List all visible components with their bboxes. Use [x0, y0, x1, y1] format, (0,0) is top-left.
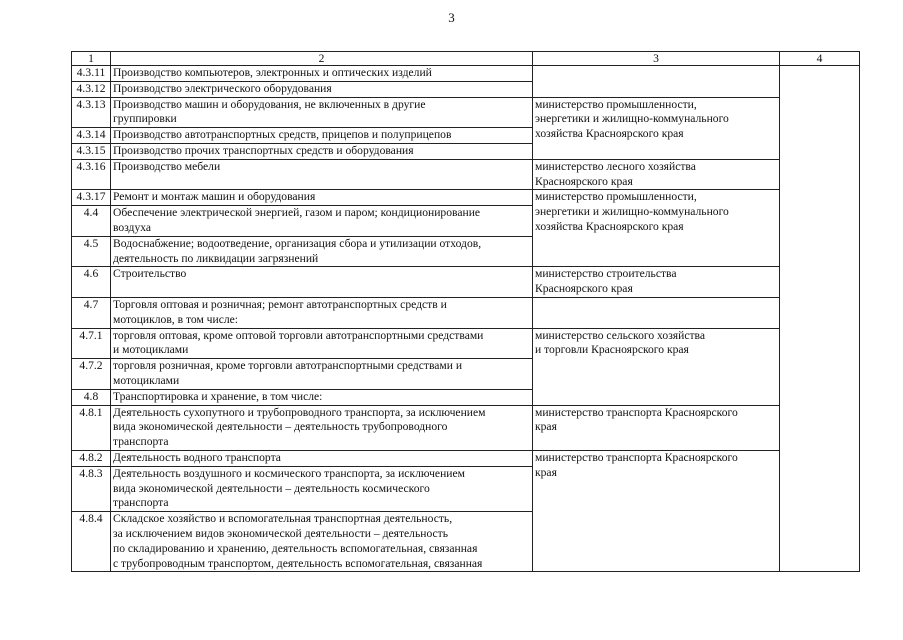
table-row	[72, 66, 860, 82]
row-code: 4.3.14	[72, 128, 111, 144]
row-activity: Производство электрического оборудования	[111, 81, 533, 97]
ministry-cell-empty	[533, 297, 780, 328]
activity-table	[71, 51, 860, 572]
ministry-cell-empty	[533, 66, 780, 98]
ministry-cell: министерство промышленности, энергетики и жилищно-коммунального хозяйства Красноярского края	[533, 190, 780, 267]
row-code: 4.3.13	[72, 97, 111, 128]
row-code: 4.8.2	[72, 450, 111, 466]
row-code: 4.3.17	[72, 190, 111, 206]
row-code: 4.4	[72, 206, 111, 237]
row-code: 4.8.1	[72, 405, 111, 450]
table-row	[72, 405, 860, 450]
row-code: 4.5	[72, 236, 111, 267]
row-activity: Производство прочих транспортных средств и оборудования	[111, 143, 533, 159]
row-code: 4.7	[72, 297, 111, 328]
row-code: 4.7.2	[72, 359, 111, 390]
header-col-4: 4	[780, 52, 860, 66]
table-row	[72, 97, 860, 128]
row-activity: Деятельность водного транспорта	[111, 450, 533, 466]
header-col-2: 2	[111, 52, 533, 66]
table-row	[72, 159, 860, 190]
row-activity: Производство машин и оборудования, не включенных в другие группировки	[111, 97, 533, 128]
row-activity: Складское хозяйство и вспомогательная транспортная деятельность, за исключением видов экономической деятельности – деятельность по складированию и хранению, деятельность вспомогательная, связанная с трубопроводным транспортом, деятельность вспомогательная, связанная	[111, 512, 533, 572]
row-activity: Водоснабжение; водоотведение, организация сбора и утилизации отходов, деятельность по ликвидации загрязнений	[111, 236, 533, 267]
row-code: 4.3.12	[72, 81, 111, 97]
row-code: 4.6	[72, 267, 111, 298]
table-row	[72, 450, 860, 466]
row-code: 4.3.15	[72, 143, 111, 159]
ministry-cell: министерство сельского хозяйства и торговли Красноярского края	[533, 328, 780, 405]
column-4-cell	[780, 66, 860, 572]
page-number: 3	[448, 10, 455, 25]
row-activity: Торговля оптовая и розничная; ремонт автотранспортных средств и мотоциклов, в том числе:	[111, 297, 533, 328]
ministry-cell: министерство лесного хозяйства Красноярского края	[533, 159, 780, 190]
table-row	[72, 267, 860, 298]
row-activity: Деятельность воздушного и космического транспорта, за исключением вида экономической деятельности – деятельность космического транспорта	[111, 466, 533, 511]
row-activity: Производство автотранспортных средств, прицепов и полуприцепов	[111, 128, 533, 144]
ministry-cell: министерство транспорта Красноярского края	[533, 450, 780, 571]
row-code: 4.3.16	[72, 159, 111, 190]
ministry-cell: министерство промышленности, энергетики и жилищно-коммунального хозяйства Красноярского края	[533, 97, 780, 159]
table-row	[72, 328, 860, 359]
ministry-cell: министерство строительства Красноярского края	[533, 267, 780, 298]
row-activity: Ремонт и монтаж машин и оборудования	[111, 190, 533, 206]
header-col-1: 1	[72, 52, 111, 66]
row-code: 4.8.4	[72, 512, 111, 572]
row-activity: Производство компьютеров, электронных и оптических изделий	[111, 66, 533, 82]
table-header-row	[72, 52, 860, 66]
row-activity: торговля розничная, кроме торговли автотранспортными средствами и мотоциклами	[111, 359, 533, 390]
header-col-3: 3	[533, 52, 780, 66]
row-code: 4.8.3	[72, 466, 111, 511]
row-code: 4.8	[72, 389, 111, 405]
row-activity: торговля оптовая, кроме оптовой торговли автотранспортными средствами и мотоциклами	[111, 328, 533, 359]
row-code: 4.7.1	[72, 328, 111, 359]
row-activity: Транспортировка и хранение, в том числе:	[111, 389, 533, 405]
table-row	[72, 190, 860, 206]
row-activity: Производство мебели	[111, 159, 533, 190]
table-row	[72, 297, 860, 328]
row-code: 4.3.11	[72, 66, 111, 82]
row-activity: Строительство	[111, 267, 533, 298]
ministry-cell: министерство транспорта Красноярского края	[533, 405, 780, 450]
row-activity: Деятельность сухопутного и трубопроводного транспорта, за исключением вида экономической деятельности – деятельность трубопроводного транспорта	[111, 405, 533, 450]
row-activity: Обеспечение электрической энергией, газом и паром; кондиционирование воздуха	[111, 206, 533, 237]
